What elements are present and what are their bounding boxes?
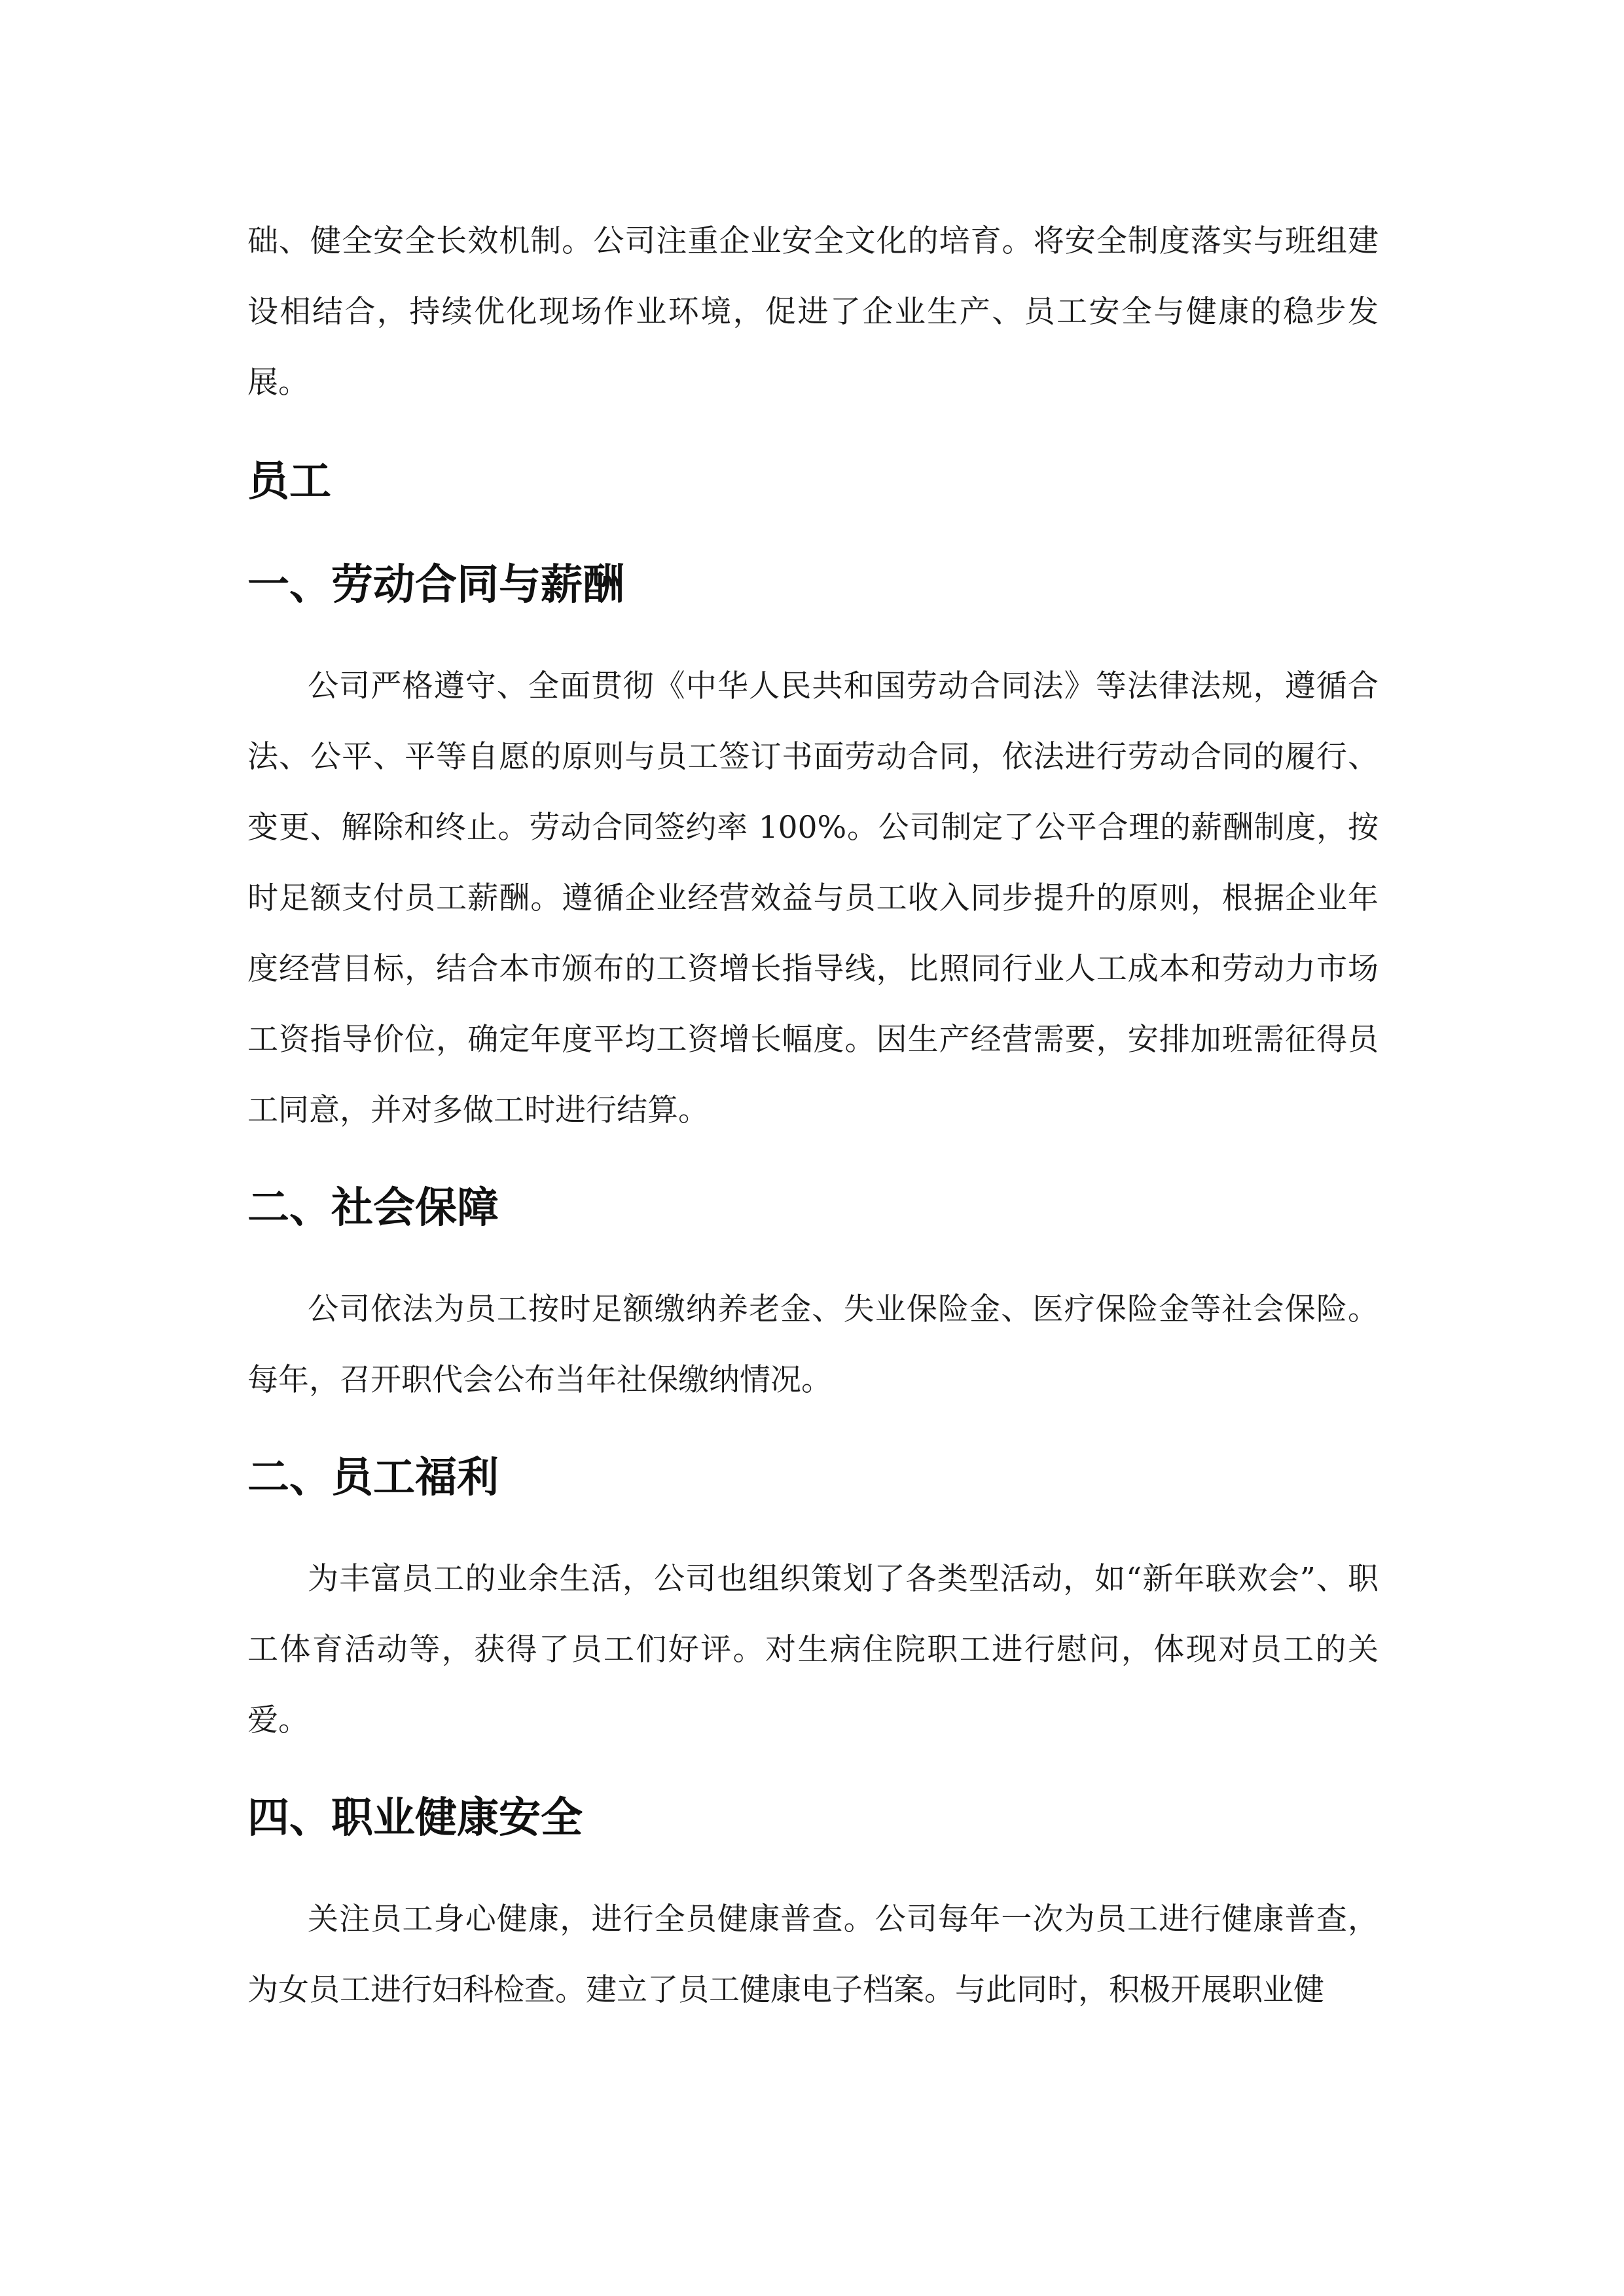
- page-title: 员工: [247, 457, 331, 506]
- section-heading-occupational-health: 四、职业健康安全: [247, 1794, 583, 1842]
- section-body-labor-contract: 公司严格遵守、全面贯彻《中华人民共和国劳动合同法》等法律法规，遵循合法、公平、平等自愿的原则与员工签订书面劳动合同，依法进行劳动合同的履行、变更、解除和终止。劳动合同签约率 100%。公司制定了公平合理的薪酬制度，按时足额支付员工薪酬。遵循企业经营效益与员工收入同步提升的原则，根据企业年度经营目标，结合本市颁布的工资增长指导线，比照同行业人工成本和劳动力市场工资指导价位，确定年度平均工资增长幅度。因生产经营需要，安排加班需征得员工同意，并对多做工时进行结算。: [247, 668, 1379, 1128]
- section-body-employee-welfare: 为丰富员工的业余生活，公司也组织策划了各类型活动，如“新年联欢会”、职工体育活动等，获得了员工们好评。对生病住院职工进行慰问，体现对员工的关爱。: [247, 1561, 1379, 1738]
- intro-paragraph: 础、健全安全长效机制。公司注重企业安全文化的培育。将安全制度落实与班组建设相结合，持续优化现场作业环境，促进了企业生产、员工安全与健康的稳步发展。: [247, 223, 1379, 401]
- document-content: [247, 206, 1379, 2026]
- section-body-social-security: 公司依法为员工按时足额缴纳养老金、失业保险金、医疗保险金等社会保险。每年，召开职代会公布当年社保缴纳情况。: [247, 1291, 1379, 1398]
- section-heading-labor-contract: 一、劳动合同与薪酬: [247, 561, 624, 609]
- section-heading-social-security: 二、社会保障: [247, 1184, 499, 1232]
- section-body-occupational-health: 关注员工身心健康，进行全员健康普查。公司每年一次为员工进行健康普查，为女员工进行妇科检查。建立了员工健康电子档案。与此同时，积极开展职业健: [247, 1901, 1379, 2008]
- section-heading-employee-welfare: 二、员工福利: [247, 1454, 499, 1502]
